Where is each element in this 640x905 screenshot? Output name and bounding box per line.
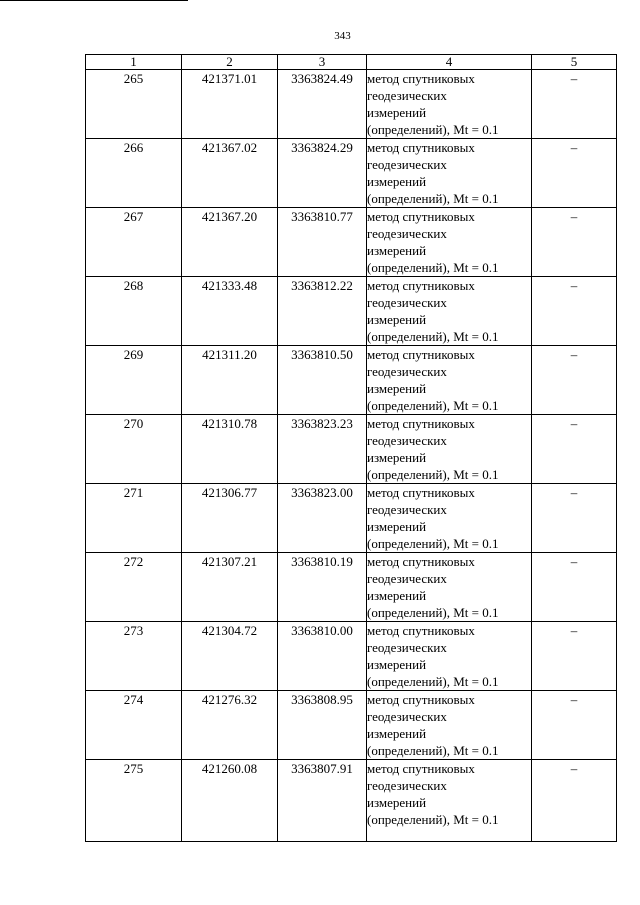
x-coordinate-cell: 421260.08 (182, 760, 278, 842)
method-line: геодезических (367, 157, 447, 172)
method-line: геодезических (367, 709, 447, 724)
x-coordinate-cell: 421333.48 (182, 277, 278, 346)
column-header: 4 (367, 55, 532, 70)
table-row (86, 691, 617, 760)
header-row (86, 55, 617, 70)
method-cell (367, 139, 532, 208)
y-coordinate-cell: 3363810.50 (278, 346, 367, 415)
table-row (86, 208, 617, 277)
table-row (86, 484, 617, 553)
method-cell (367, 415, 532, 484)
method-line: метод спутниковых (367, 278, 475, 293)
method-line: измерений (367, 243, 427, 258)
y-coordinate-cell: 3363807.91 (278, 760, 367, 842)
method-line: измерений (367, 519, 427, 534)
note-cell: – (532, 484, 617, 553)
page-number: 343 (334, 30, 351, 42)
x-coordinate-cell: 421310.78 (182, 415, 278, 484)
table-row (86, 277, 617, 346)
y-coordinate-cell: 3363824.29 (278, 139, 367, 208)
method-line: измерений (367, 588, 427, 603)
method-line: метод спутниковых (367, 761, 475, 776)
note-cell: – (532, 346, 617, 415)
x-coordinate-cell: 421306.77 (182, 484, 278, 553)
method-cell (367, 277, 532, 346)
column-header: 5 (532, 55, 617, 70)
table-row (86, 415, 617, 484)
x-coordinate-cell: 421307.21 (182, 553, 278, 622)
method-line: (определений), Mt = 0.1 (367, 122, 499, 137)
x-coordinate-cell: 421304.72 (182, 622, 278, 691)
table-row (86, 346, 617, 415)
method-line: измерений (367, 450, 427, 465)
method-line: метод спутниковых (367, 347, 475, 362)
column-header: 2 (182, 55, 278, 70)
method-line: геодезических (367, 571, 447, 586)
note-cell: – (532, 691, 617, 760)
column-header: 3 (278, 55, 367, 70)
y-coordinate-cell: 3363812.22 (278, 277, 367, 346)
method-line: (определений), Mt = 0.1 (367, 743, 499, 758)
method-line: метод спутниковых (367, 140, 475, 155)
table-row (86, 70, 617, 139)
method-line: метод спутниковых (367, 416, 475, 431)
method-cell (367, 622, 532, 691)
note-cell: – (532, 277, 617, 346)
method-line: геодезических (367, 295, 447, 310)
y-coordinate-cell: 3363810.77 (278, 208, 367, 277)
y-coordinate-cell: 3363810.19 (278, 553, 367, 622)
method-line: геодезических (367, 433, 447, 448)
method-line: (определений), Mt = 0.1 (367, 398, 499, 413)
y-coordinate-cell: 3363823.23 (278, 415, 367, 484)
point-number-cell: 274 (86, 691, 182, 760)
x-coordinate-cell: 421276.32 (182, 691, 278, 760)
method-cell (367, 70, 532, 139)
point-number-cell: 266 (86, 139, 182, 208)
method-line: измерений (367, 105, 427, 120)
y-coordinate-cell: 3363824.49 (278, 70, 367, 139)
method-cell (367, 691, 532, 760)
method-line: метод спутниковых (367, 485, 475, 500)
coordinates-table (85, 54, 617, 842)
top-rule (0, 0, 188, 1)
method-line: измерений (367, 174, 427, 189)
method-line: метод спутниковых (367, 554, 475, 569)
table-row (86, 622, 617, 691)
method-line: метод спутниковых (367, 71, 475, 86)
note-cell: – (532, 415, 617, 484)
y-coordinate-cell: 3363810.00 (278, 622, 367, 691)
table-row (86, 760, 617, 842)
y-coordinate-cell: 3363808.95 (278, 691, 367, 760)
method-line: измерений (367, 726, 427, 741)
point-number-cell: 270 (86, 415, 182, 484)
point-number-cell: 269 (86, 346, 182, 415)
method-cell (367, 346, 532, 415)
method-line: метод спутниковых (367, 209, 475, 224)
method-line: измерений (367, 381, 427, 396)
method-line: метод спутниковых (367, 623, 475, 638)
table-row (86, 553, 617, 622)
y-coordinate-cell: 3363823.00 (278, 484, 367, 553)
note-cell: – (532, 70, 617, 139)
method-line: геодезических (367, 778, 447, 793)
x-coordinate-cell: 421311.20 (182, 346, 278, 415)
point-number-cell: 272 (86, 553, 182, 622)
method-line: измерений (367, 312, 427, 327)
method-line: (определений), Mt = 0.1 (367, 467, 499, 482)
note-cell: – (532, 553, 617, 622)
method-line: измерений (367, 657, 427, 672)
point-number-cell: 267 (86, 208, 182, 277)
method-line: измерений (367, 795, 427, 810)
x-coordinate-cell: 421367.02 (182, 139, 278, 208)
note-cell: – (532, 139, 617, 208)
point-number-cell: 268 (86, 277, 182, 346)
note-cell: – (532, 760, 617, 842)
method-line: геодезических (367, 226, 447, 241)
method-line: (определений), Mt = 0.1 (367, 674, 499, 689)
table-row (86, 139, 617, 208)
point-number-cell: 273 (86, 622, 182, 691)
method-cell (367, 484, 532, 553)
point-number-cell: 271 (86, 484, 182, 553)
method-line: (определений), Mt = 0.1 (367, 329, 499, 344)
method-line: (определений), Mt = 0.1 (367, 536, 499, 551)
x-coordinate-cell: 421371.01 (182, 70, 278, 139)
method-cell (367, 760, 532, 842)
x-coordinate-cell: 421367.20 (182, 208, 278, 277)
method-line: (определений), Mt = 0.1 (367, 605, 499, 620)
method-line: (определений), Mt = 0.1 (367, 260, 499, 275)
note-cell: – (532, 622, 617, 691)
method-cell (367, 208, 532, 277)
method-line: (определений), Mt = 0.1 (367, 812, 499, 827)
note-cell: – (532, 208, 617, 277)
point-number-cell: 265 (86, 70, 182, 139)
method-line: метод спутниковых (367, 692, 475, 707)
method-cell (367, 553, 532, 622)
column-header: 1 (86, 55, 182, 70)
method-line: геодезических (367, 364, 447, 379)
method-line: геодезических (367, 88, 447, 103)
method-line: геодезических (367, 640, 447, 655)
method-line: (определений), Mt = 0.1 (367, 191, 499, 206)
method-line: геодезических (367, 502, 447, 517)
point-number-cell: 275 (86, 760, 182, 842)
